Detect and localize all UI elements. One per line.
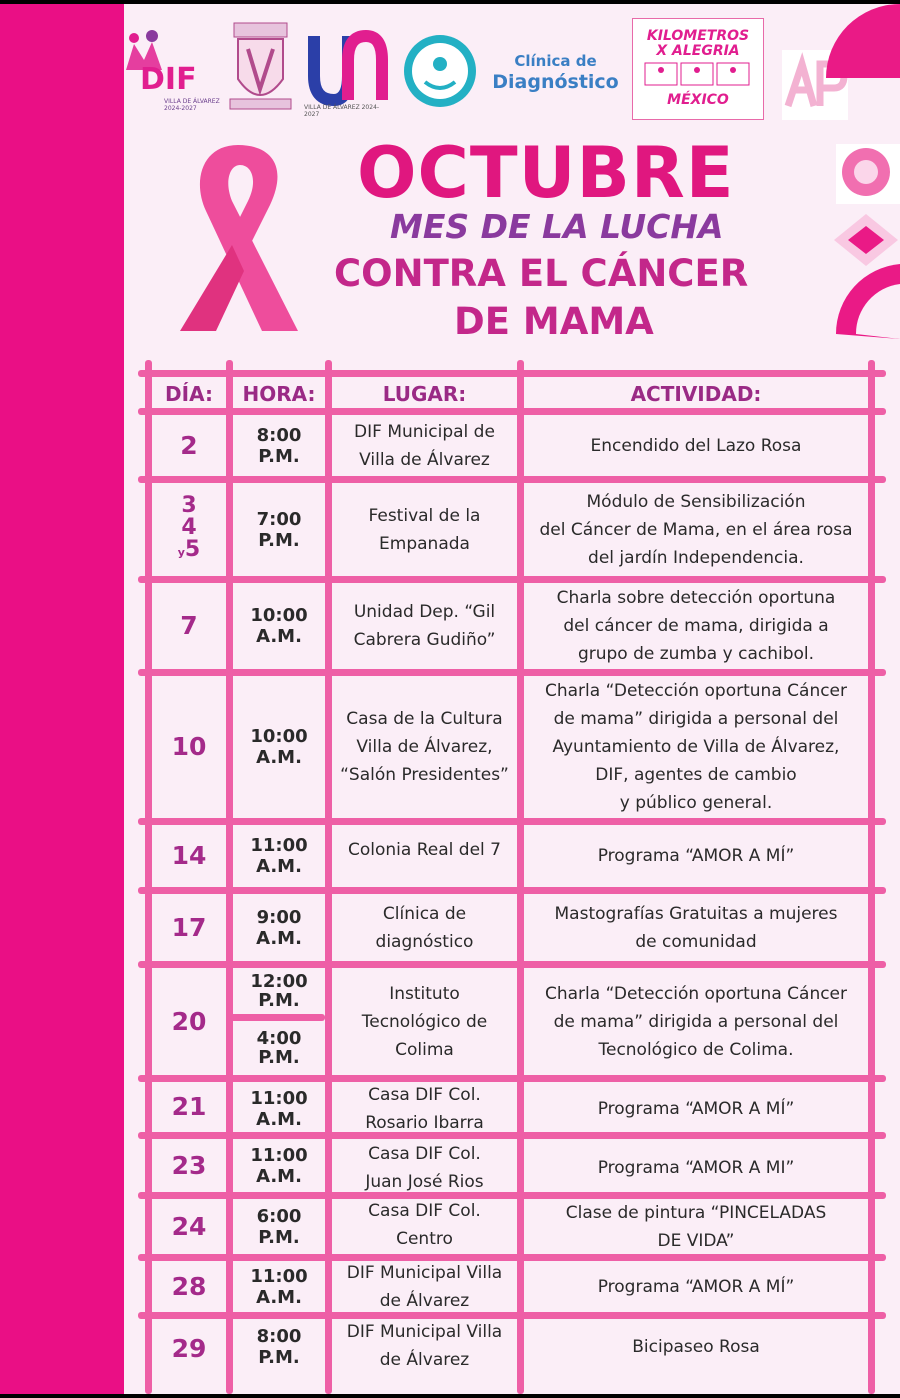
activity-line: Ayuntamiento de Villa de Álvarez, [552,737,840,757]
activity-line: Charla sobre detección oportuna [556,588,836,608]
hour-period: A.M. [256,747,302,768]
header-hour: HORA: [242,382,316,406]
place-line: Casa DIF Col. [368,1201,481,1221]
day-part: 5 [184,537,201,562]
place-line: Festival de la [368,505,481,526]
activity-line: Mastografías Gratuitas a mujeres [554,903,838,924]
row-hour [233,1261,325,1312]
row-activity [524,483,868,576]
row-day: 21 [171,1092,207,1121]
day-part: 3 [181,493,197,518]
hour-period: A.M. [256,1165,302,1187]
hour-period: A.M. [256,1109,302,1130]
row-day: 29 [171,1334,207,1363]
grid-vline [868,360,875,1394]
row-day: 7 [180,611,198,640]
activity-line: del cáncer de mama, dirigida a [563,616,829,636]
row-place [332,968,517,1075]
place-line: Villa de Álvarez, [356,737,493,757]
place-line: Casa DIF Col. [368,1143,481,1164]
poster [0,4,900,1394]
hour-time: 7:00 [256,508,302,530]
place-line: Colonia Real del 7 [348,840,501,860]
hour-time: 4:00 [256,1028,302,1049]
clinic-line2: Diagnóstico [492,71,619,93]
row-hour [233,968,325,1014]
row-day: 17 [171,912,207,942]
place-line: diagnóstico [375,931,474,952]
row-place [332,1259,517,1314]
municipal-seal-logo [228,19,293,114]
activity-line: grupo de zumba y cachibol. [577,644,815,664]
header-day: DÍA: [165,382,213,406]
activity-line: del jardín Independencia. [588,547,804,568]
row-hour [233,1199,325,1254]
hour-time: 8:00 [256,1326,302,1347]
place-line: Rosario Ibarra [365,1113,484,1133]
title-line4: DE MAMA [454,300,654,343]
hour-period: A.M. [256,1286,302,1308]
hour-time: 8:00 [256,424,302,446]
kilometros-logo [632,18,764,120]
kilometros-line1: KILOMETROS [646,28,750,44]
row-place [332,483,517,576]
grid-vline [325,360,332,1394]
activity-line: Encendido del Lazo Rosa [590,435,802,456]
place-line: Centro [396,1229,453,1249]
place-line: “Salón Presidentes” [340,765,509,785]
activity-line: Tecnológico de Colima. [598,1039,794,1060]
row-activity [524,415,868,476]
activity-line: Charla “Detección oportuna Cáncer [544,983,848,1004]
row-activity [524,1139,868,1196]
hour-period: P.M. [258,990,300,1011]
va-logo-text: VILLA DE ÁLVAREZ 2024-2027 [304,104,380,118]
grid-hline [138,669,886,676]
day-part: 4 [181,515,197,540]
villa-de-alvarez-logo [304,26,388,118]
grid-hline [138,476,886,483]
row-day [152,483,226,576]
clinic-logo-text [488,51,623,93]
row-hour [233,1319,325,1375]
row-place [332,1139,517,1196]
row-place [332,676,517,818]
place-line: DIF Municipal de [354,421,495,442]
row-day: 14 [171,841,207,870]
row-activity [524,583,868,669]
row-activity [524,825,868,887]
activity-line: de mama” dirigida a personal del [553,709,839,729]
hour-period: A.M. [256,927,302,949]
place-line: de Álvarez [379,1350,470,1370]
row-activity [524,1319,868,1375]
hour-time: 9:00 [256,906,302,928]
place-line: Casa de la Cultura [346,709,503,729]
place-line: Tecnológico de [361,1011,488,1032]
grid-hline [138,887,886,894]
activity-line: Bicipaseo Rosa [632,1337,760,1357]
row-day: 28 [171,1271,207,1301]
hour-period: A.M. [256,856,302,877]
activity-line: del Cáncer de Mama, en el área rosa [539,519,853,540]
coat-of-arms-icon [228,19,293,114]
activity-line: DE VIDA” [657,1230,735,1251]
activity-line: Clase de pintura “PINCELADAS [565,1202,827,1223]
hour-period: P.M. [258,1347,300,1368]
grid-hline [138,576,886,583]
row-place [332,814,517,886]
place-line: Unidad Dep. “Gil [353,602,496,622]
activity-line: y público general. [619,793,773,813]
place-line: Instituto [389,983,460,1004]
hour-time: 10:00 [250,726,308,747]
place-line: de Álvarez [379,1290,470,1311]
activity-line: Programa “AMOR A MÍ” [597,1276,795,1297]
row-activity [524,894,868,961]
activity-line: Módulo de Sensibilización [586,491,806,512]
corner-decoration [826,4,900,339]
row-place [332,1196,517,1254]
header-place: LUGAR: [382,382,467,406]
row-hour [233,483,325,576]
hour-time: 11:00 [250,1088,308,1109]
hour-time: 11:00 [250,1265,308,1287]
row-hour [233,583,325,669]
place-line: Clínica de [382,903,467,924]
row-hour-second [233,1021,325,1075]
place-line: Casa DIF Col. [368,1085,481,1105]
place-line: Colima [395,1039,454,1060]
hour-period: A.M. [256,626,302,647]
grid-vline [517,360,524,1394]
hour-time: 12:00 [250,971,308,992]
grid-hline [138,1075,886,1082]
geometric-decoration-icon [826,4,900,339]
row-hour [233,1082,325,1136]
pink-ribbon-icon [172,141,307,336]
place-line: Villa de Álvarez [359,449,490,470]
grid-hline [138,370,886,377]
row-activity [524,1082,868,1136]
row-day: 23 [171,1150,207,1180]
grid-vline [226,360,233,1394]
day-part-connector: y [177,546,185,559]
kilometros-line3: MÉXICO [667,92,729,108]
row-place [332,1082,517,1136]
place-line: DIF Municipal Villa [346,1322,503,1342]
hour-period: P.M. [258,1047,300,1068]
row-hour [233,825,325,887]
grid-hline [138,961,886,968]
row-day: 20 [171,1006,207,1036]
runners-icon [643,61,753,89]
clinic-badge-icon [403,34,477,108]
row-hour [233,894,325,961]
activity-line: Programa “AMOR A MÍ” [597,846,795,866]
va-logo-icon [308,26,388,116]
row-hour [233,676,325,818]
hour-time: 11:00 [250,1144,308,1166]
left-pink-bar [0,4,124,1394]
place-line: Cabrera Gudiño” [353,630,496,650]
row-hour [233,1139,325,1192]
activity-line: Programa “AMOR A MI” [597,1157,795,1178]
place-line: Juan José Rios [365,1171,484,1192]
hour-time: 10:00 [250,605,308,626]
title-month: OCTUBRE [357,132,735,214]
place-line: DIF Municipal Villa [346,1262,503,1283]
row-place [332,583,517,669]
row-place [332,1317,517,1375]
title-subtitle: MES DE LA LUCHA [390,207,724,246]
hour-period: P.M. [258,529,300,551]
activity-line: de comunidad [635,931,757,952]
hour-period: P.M. [258,1226,300,1248]
title-line3: CONTRA EL CÁNCER [334,252,749,295]
dif-logo-text: DIF [140,62,197,97]
grid-hline [138,408,886,415]
row-activity [524,676,868,818]
activity-line: DIF, agentes de cambio [595,765,797,785]
activity-line: Charla “Detección oportuna Cáncer [544,681,848,701]
row-place [332,894,517,961]
activity-line: de mama” dirigida a personal del [553,1011,839,1032]
activity-line: Programa “AMOR A MÍ” [597,1099,795,1119]
grid-hline-sub [230,1014,325,1021]
row-day: 2 [180,430,198,460]
row-day: 24 [171,1211,207,1241]
row-day: 10 [171,732,207,761]
header-activity: ACTIVIDAD: [630,382,762,406]
hour-time: 6:00 [256,1205,302,1227]
clinic-line1: Clínica de [514,52,597,70]
clinic-badge-logo [403,34,477,108]
grid-vline [145,360,152,1394]
kilometros-line2: X ALEGRIA [656,43,740,59]
row-place [332,415,517,476]
hour-period: P.M. [258,445,300,467]
place-line: Empanada [379,533,470,554]
row-hour [233,415,325,476]
row-activity [524,1199,868,1254]
dif-logo-sub: VILLA DE ÁLVAREZ 2024-2027 [164,98,220,112]
dif-logo [124,30,220,112]
row-activity [524,1261,868,1312]
row-activity [524,968,868,1075]
hour-time: 11:00 [250,835,308,856]
